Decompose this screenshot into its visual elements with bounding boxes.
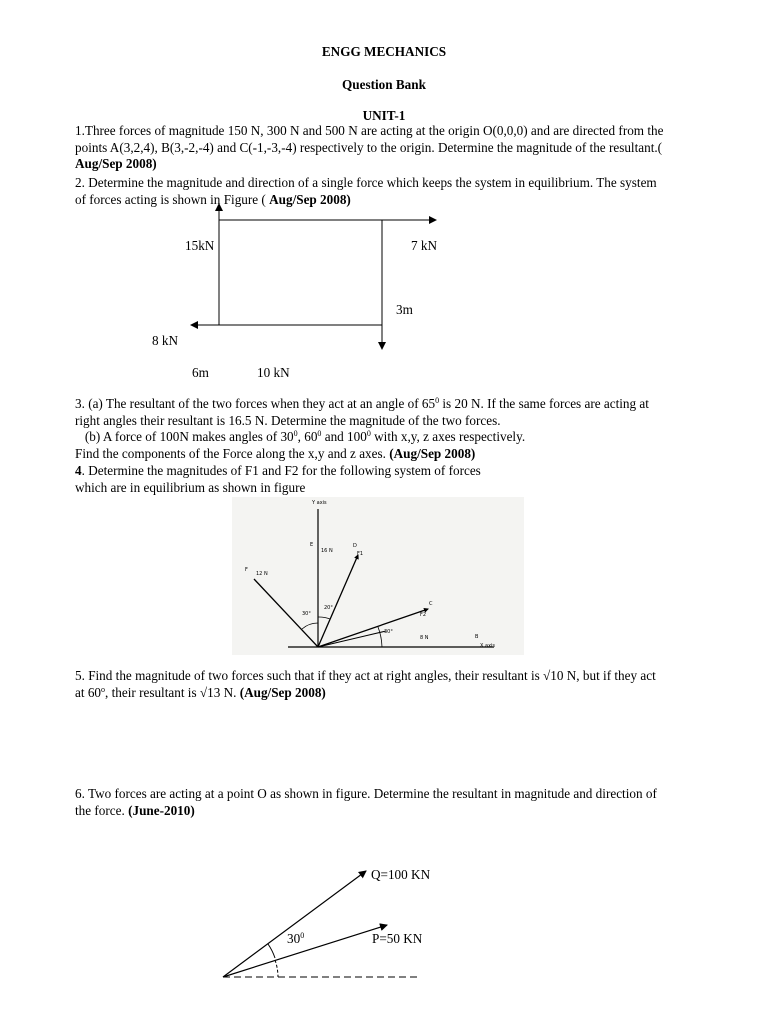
- question-4-line-1: . Determine the magnitudes of F1 and F2 for the following system of forces: [81, 463, 481, 478]
- label-d: D: [353, 543, 357, 549]
- degree-sup: 0: [366, 429, 371, 438]
- label-c: C: [429, 601, 433, 607]
- label-p-force: P=50 KN: [372, 931, 423, 946]
- label-b: B: [475, 634, 479, 640]
- degree-sup: 0: [435, 396, 440, 405]
- angle-value: 30: [287, 931, 301, 946]
- label-8kn: 8 kN: [152, 333, 179, 348]
- label-7kn: 7 kN: [411, 238, 438, 253]
- question-3b-line-a: (b) A force of 100N makes angles of 30: [84, 429, 294, 444]
- question-3a-line-1a: 3. (a) The resultant of the two forces when they act at an angle of 65: [75, 396, 436, 411]
- question-3b-line-b: , 60: [297, 429, 318, 444]
- question-5-line-2a: at 60: [75, 684, 102, 700]
- label-angle-right: 30°: [384, 629, 393, 635]
- label-x-axis: X axis: [480, 643, 496, 649]
- document-title: ENGG MECHANICS: [321, 44, 447, 59]
- question-3-reference: (Aug/Sep 2008): [389, 445, 476, 461]
- question-1-line-1: 1.Three forces of magnitude 150 N, 300 N and 500 N are acting at the origin O(0,0,0) and are directed from the: [75, 123, 664, 138]
- question-5-line-2b: , their resultant is √13 N.: [105, 684, 237, 700]
- force-q-arrow: [223, 871, 366, 977]
- question-2-line-1: 2. Determine the magnitude and direction of a single force which keeps the system in equilibrium. The system: [75, 175, 657, 190]
- degree-sup: 0: [300, 931, 305, 940]
- label-6m: 6m: [192, 365, 209, 380]
- question-2-line-2: of forces acting is shown in Figure (: [75, 191, 266, 207]
- label-angle-left: 30°: [302, 611, 311, 617]
- document-subtitle: Question Bank: [342, 77, 426, 92]
- angle-arc-base: [275, 960, 278, 977]
- degree-sup: o: [101, 684, 106, 694]
- question-3a-line-1b: is 20 N. If the same forces are acting at: [439, 396, 649, 411]
- label-y-axis: Y axis: [312, 500, 327, 506]
- label-e: E: [310, 542, 314, 548]
- label-3m: 3m: [396, 302, 413, 317]
- question-5-line-1: 5. Find the magnitude of two forces such that if they act at right angles, their resultant is √10 N, but if they act: [75, 668, 656, 683]
- question-1-reference: Aug/Sep 2008): [75, 156, 157, 171]
- label-f: F: [245, 567, 248, 573]
- label-b-force: 8 N: [420, 635, 429, 641]
- question-6-reference: (June-2010): [128, 802, 195, 818]
- label-15kn: 15kN: [185, 238, 215, 253]
- label-q-force: Q=100 KN: [371, 867, 431, 882]
- question-3b-line-c: and 100: [321, 429, 367, 444]
- label-angle-30: [287, 931, 304, 947]
- degree-sup: 0: [317, 429, 322, 438]
- question-3a-line-2: right angles their resultant is 16.5 N. Determine the magnitude of the two forces.: [75, 412, 501, 428]
- degree-sup: 0: [293, 429, 298, 438]
- angle-arc-30: [268, 944, 275, 958]
- label-e-force: 16 N: [321, 548, 333, 554]
- label-f1: F1: [357, 551, 364, 557]
- question-6-line-2: the force.: [75, 802, 125, 818]
- question-1-line-2: points A(3,2,4), B(3,-2,-4) and C(-1,-3,-4) respectively to the origin. Determine the magnitude of the resultant.(: [75, 139, 663, 155]
- question-4-number: 4: [75, 463, 82, 478]
- label-10kn: 10 kN: [257, 365, 290, 380]
- question-3b-line-2: Find the components of the Force along the x,y and z axes.: [75, 445, 386, 461]
- question-4-line-2: which are in equilibrium as shown in figure: [75, 479, 306, 495]
- question-5-reference: (Aug/Sep 2008): [239, 684, 326, 700]
- question-2-reference: Aug/Sep 2008): [269, 191, 351, 207]
- label-f2: F2: [420, 612, 427, 618]
- label-angle-mid: 20°: [324, 605, 333, 611]
- force-p-arrow: [223, 925, 387, 977]
- question-6-line-1: 6. Two forces are acting at a point O as shown in figure. Determine the resultant in magnitude and direction of: [75, 786, 657, 801]
- label-f-force: 12 N: [256, 571, 268, 577]
- question-3b-line-d: with x,y, z axes respectively.: [370, 429, 526, 444]
- unit-heading: UNIT-1: [362, 108, 406, 123]
